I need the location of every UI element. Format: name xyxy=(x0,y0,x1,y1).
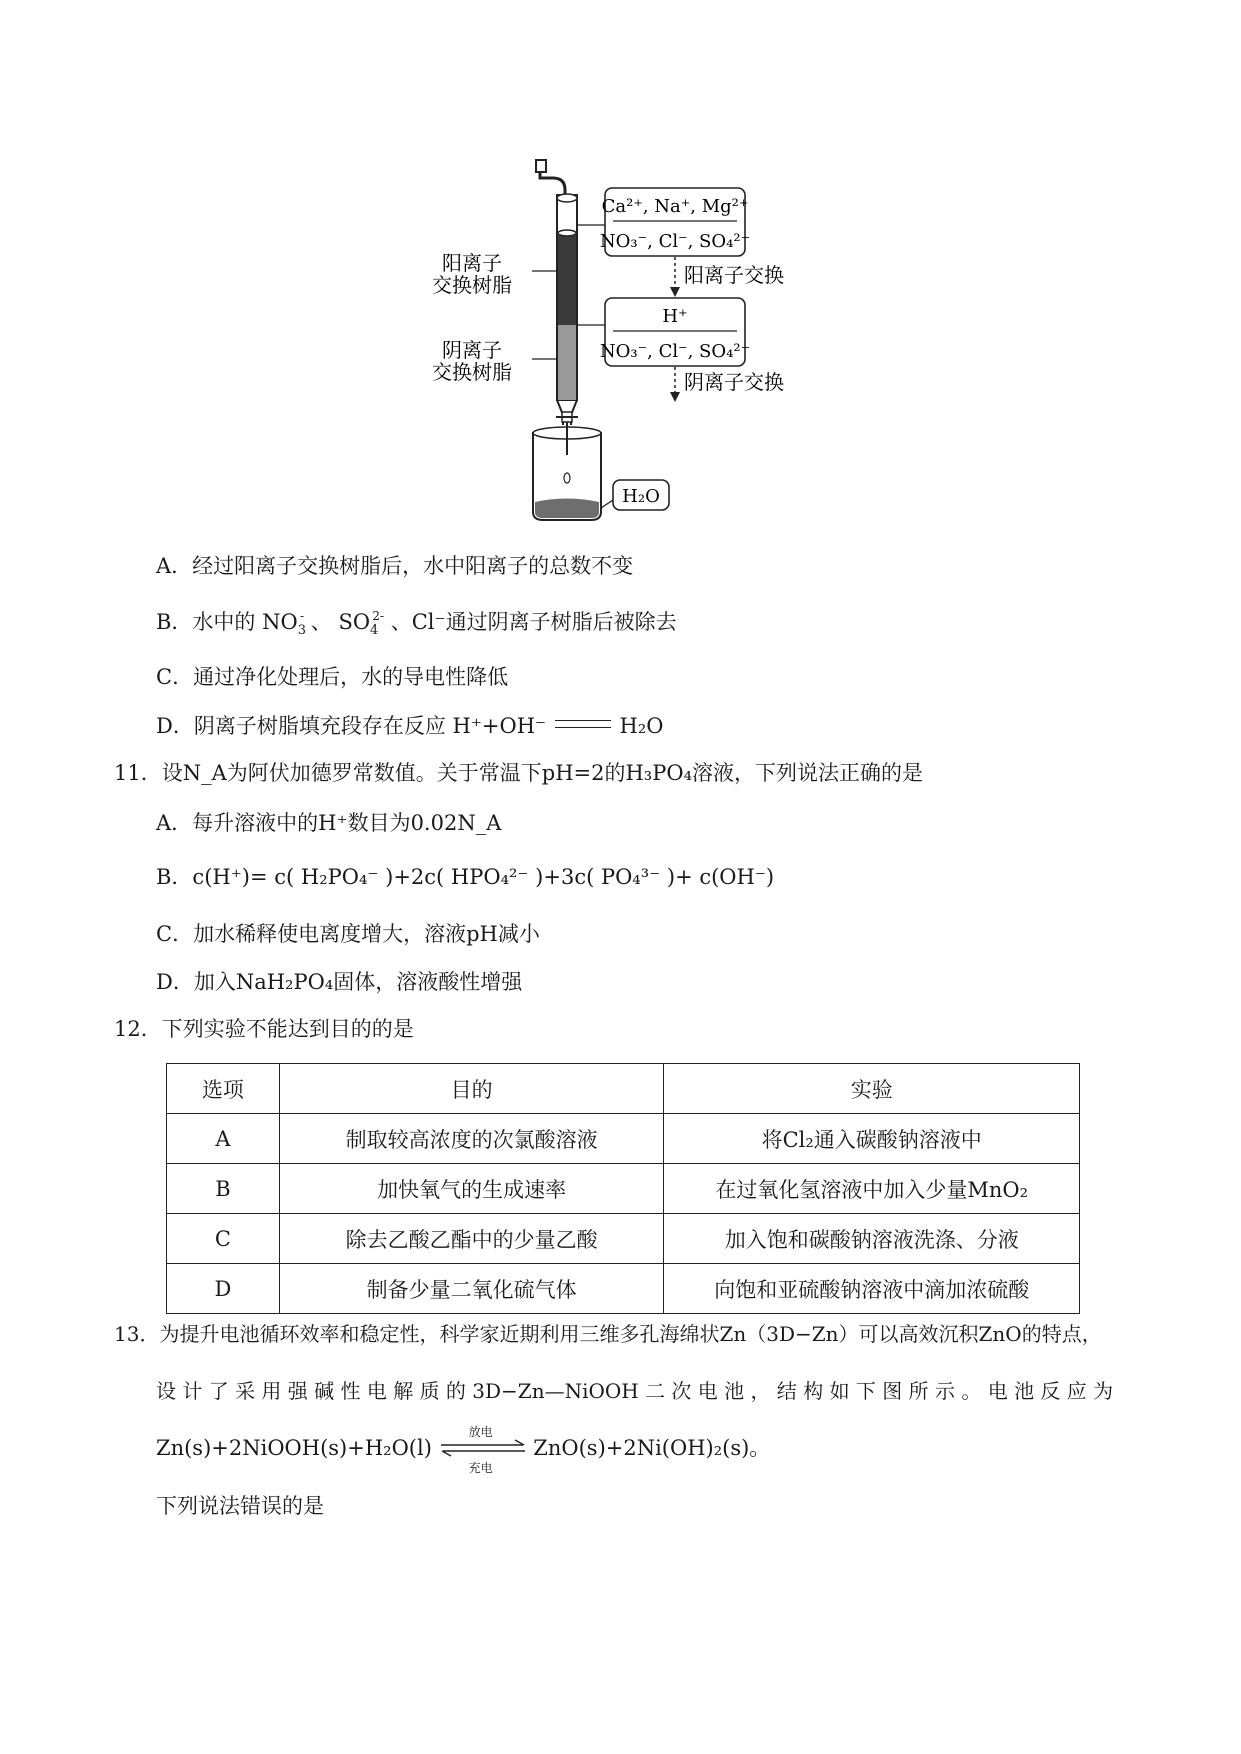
table-cell: 制备少量二氧化硫气体 xyxy=(279,1264,664,1314)
q13-stem-line2: 设 计 了 采 用 强 碱 性 电 解 质 的 3D−Zn—NiOOH 二 次 电 池 ， 结 构 如 下 图 所 示 。 电 池 反 应 为 xyxy=(156,1379,1114,1403)
header-purpose: 目的 xyxy=(279,1064,664,1114)
q12-stem xyxy=(114,1013,414,1043)
table-header-row xyxy=(167,1064,1080,1114)
eq-right: ZnO(s)+2Ni(OH)₂(s)。 xyxy=(533,1436,771,1460)
q10-d-prefix: D．阴离子树脂填充段存在反应 H⁺+OH⁻ xyxy=(156,714,547,738)
q13-stem-line1 xyxy=(114,1318,1102,1347)
eq-charge-label: 充电 xyxy=(468,1461,493,1475)
q11-option-d: D．加入NaH₂PO₄固体，溶液酸性增强 xyxy=(156,970,523,994)
q10-b-sep: 、 xyxy=(310,610,332,634)
q11-stem xyxy=(114,757,923,787)
q10-option-d xyxy=(156,710,663,740)
table-cell: B xyxy=(167,1164,280,1214)
box2-anions: NO₃⁻, Cl⁻, SO₄²⁻ xyxy=(599,341,751,362)
label-cation-resin-2: 交换树脂 xyxy=(432,273,512,297)
beaker-label: H₂O xyxy=(622,486,660,507)
q13-number: 13． xyxy=(114,1322,160,1346)
table-row xyxy=(167,1114,1080,1164)
q10-d-suffix: H₂O xyxy=(619,714,664,738)
q13-stem-line4: 下列说法错误的是 xyxy=(156,1494,324,1518)
label-anion-resin-1: 阴离子 xyxy=(442,338,502,362)
q10-option-b: B．水中的 $NO_3^-$ 、 $SO_4^{2-}$ 、Cl⁻通过阴离子树脂后被除去 xyxy=(156,609,677,638)
table-row xyxy=(167,1264,1080,1314)
table-cell: 向饱和亚硫酸钠溶液中滴加浓硫酸 xyxy=(664,1264,1080,1314)
q12-number: 12． xyxy=(114,1017,162,1041)
table-cell: 加快氧气的生成速率 xyxy=(279,1164,664,1214)
table-cell: 制取较高浓度的次氯酸溶液 xyxy=(279,1114,664,1164)
box2-cations: H⁺ xyxy=(662,306,688,327)
table-cell: C xyxy=(167,1214,280,1264)
q11-option-c: C．加水稀释使电离度增大，溶液pH减小 xyxy=(156,922,540,946)
arrow2-label: 阴离子交换 xyxy=(684,370,784,394)
reversible-arrow xyxy=(439,1425,527,1475)
table-row xyxy=(167,1214,1080,1264)
header-experiment: 实验 xyxy=(664,1064,1080,1114)
ion-exchange-diagram xyxy=(0,0,1241,540)
table-cell: 在过氧化氢溶液中加入少量MnO₂ xyxy=(664,1164,1080,1214)
table-cell: 除去乙酸乙酯中的少量乙酸 xyxy=(279,1214,664,1264)
q13-line1-text: 为提升电池循环效率和稳定性，科学家近期利用三维多孔海绵状Zn（3D−Zn）可以高效沉积ZnO的特点， xyxy=(159,1322,1102,1346)
box1-anions: NO₃⁻, Cl⁻, SO₄²⁻ xyxy=(599,231,751,252)
q10-b-suffix: 、Cl⁻通过阴离子树脂后被除去 xyxy=(390,610,677,634)
q12-stem-text: 下列实验不能达到目的的是 xyxy=(161,1017,414,1041)
experiment-table xyxy=(166,1063,1080,1314)
q11-number: 11． xyxy=(114,761,162,785)
eq-left: Zn(s)+2NiOOH(s)+H₂O(l) xyxy=(156,1436,432,1460)
table-cell: A xyxy=(167,1114,280,1164)
anion-resin xyxy=(558,325,576,400)
q10-option-c: C．通过净化处理后，水的导电性降低 xyxy=(156,665,509,689)
q11-option-a: A．每升溶液中的H⁺数目为0.02N_A xyxy=(156,811,502,835)
header-option: 选项 xyxy=(167,1064,280,1114)
q13-equation xyxy=(156,1425,771,1475)
eq-discharge-label: 放电 xyxy=(468,1425,493,1439)
equals-double-line xyxy=(555,720,611,728)
q11-option-b: B．c(H⁺)= c( H₂PO₄⁻ )+2c( HPO₄²⁻ )+3c( PO₄³⁻ )+ c(OH⁻) xyxy=(156,865,775,889)
arrow1-label: 阳离子交换 xyxy=(684,263,784,287)
q10-option-a: A．经过阳离子交换树脂后，水中阳离子的总数不变 xyxy=(156,554,634,578)
box1-cations: Ca²⁺, Na⁺, Mg²⁺ xyxy=(601,196,749,217)
label-cation-resin-1: 阳离子 xyxy=(442,251,502,275)
q11-stem-text: 设N_A为阿伏加德罗常数值。关于常温下pH=2的H₃PO₄溶液，下列说法正确的是 xyxy=(161,761,923,785)
label-anion-resin-2: 交换树脂 xyxy=(432,360,512,384)
table-row xyxy=(167,1164,1080,1214)
q10-b-prefix: B．水中的 xyxy=(156,610,256,634)
table-cell: 加入饱和碳酸钠溶液洗涤、分液 xyxy=(664,1214,1080,1264)
cation-resin xyxy=(558,235,576,325)
table-cell: 将Cl₂通入碳酸钠溶液中 xyxy=(664,1114,1080,1164)
table-cell: D xyxy=(167,1264,280,1314)
